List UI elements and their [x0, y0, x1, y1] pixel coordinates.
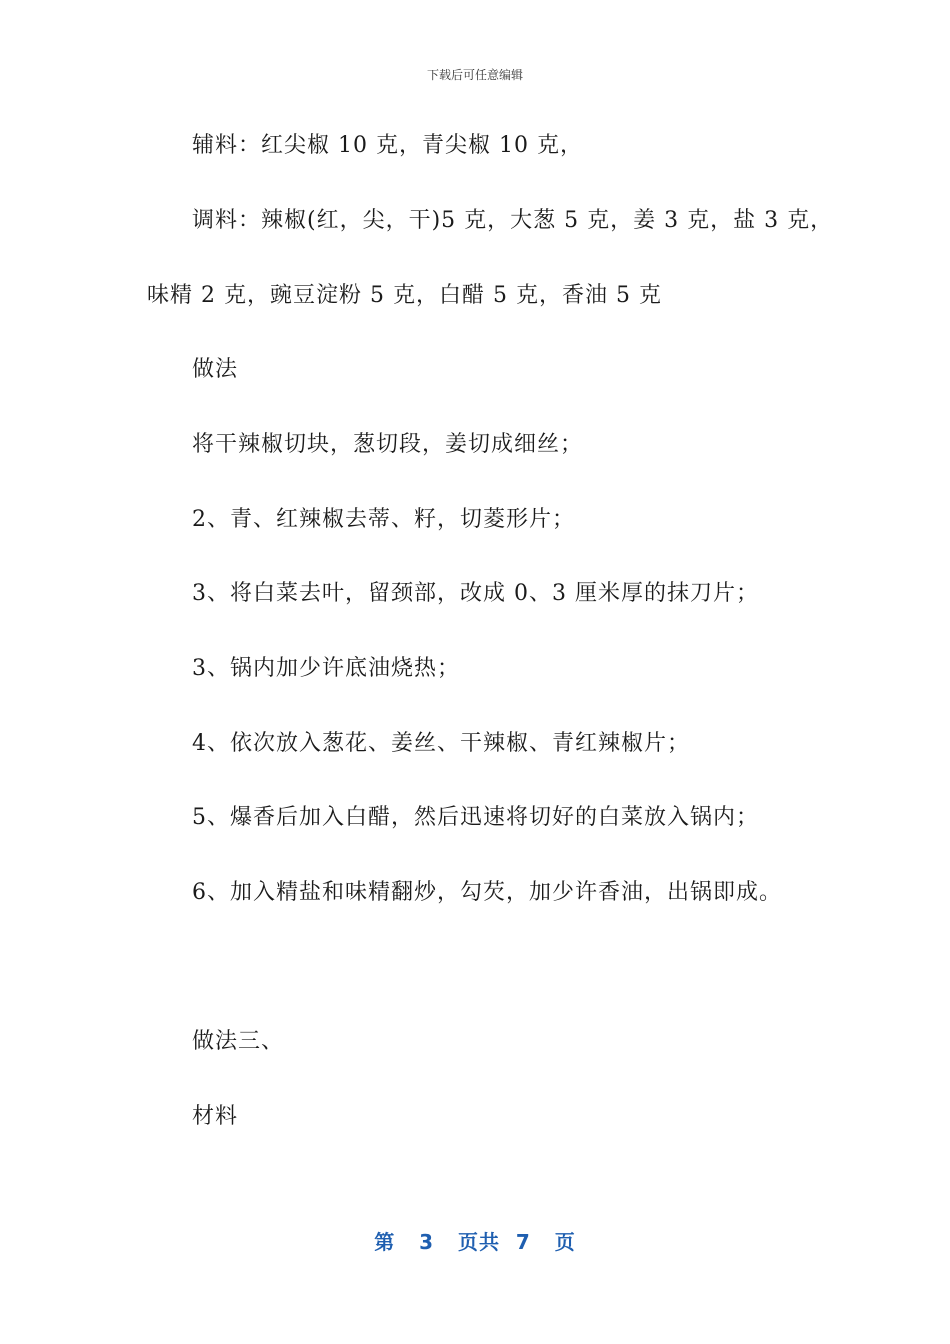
text-line: 调料：辣椒(红，尖，干)5 克，大葱 5 克，姜 3 克，盐 3 克， — [192, 208, 834, 233]
step-item: 将干辣椒切块，葱切段，姜切成细丝； — [192, 432, 584, 457]
step-item: 4、依次放入葱花、姜丝、干辣椒、青红辣椒片； — [192, 731, 690, 756]
step-item: 3、锅内加少许底油烧热； — [192, 656, 460, 681]
step-item: 3、将白菜去叶，留颈部，改成 0、3 厘米厚的抹刀片； — [192, 581, 759, 606]
section-heading: 材料 — [192, 1104, 239, 1129]
page-header-note: 下载后可任意编辑 — [426, 68, 523, 82]
text-line: 味精 2 克，豌豆淀粉 5 克，白醋 5 克，香油 5 克 — [147, 283, 662, 308]
page-footer — [0, 1226, 950, 1255]
footer-label-mid: 页共 — [457, 1230, 500, 1254]
footer-label-suffix: 页 — [554, 1230, 576, 1254]
step-item: 5、爆香后加入白醋，然后迅速将切好的白菜放入锅内； — [192, 805, 759, 830]
section-heading: 做法 — [192, 357, 239, 382]
footer-label-prefix: 第 — [374, 1230, 396, 1254]
footer-current-page: 3 — [419, 1230, 435, 1254]
step-item: 6、加入精盐和味精翻炒，勾芡，加少许香油，出锅即成。 — [192, 880, 782, 905]
step-item: 2、青、红辣椒去蒂、籽，切菱形片； — [192, 507, 575, 532]
footer-total-pages: 7 — [515, 1230, 531, 1254]
section-heading: 做法三、 — [192, 1029, 285, 1054]
text-line: 辅料：红尖椒 10 克，青尖椒 10 克， — [192, 133, 583, 158]
